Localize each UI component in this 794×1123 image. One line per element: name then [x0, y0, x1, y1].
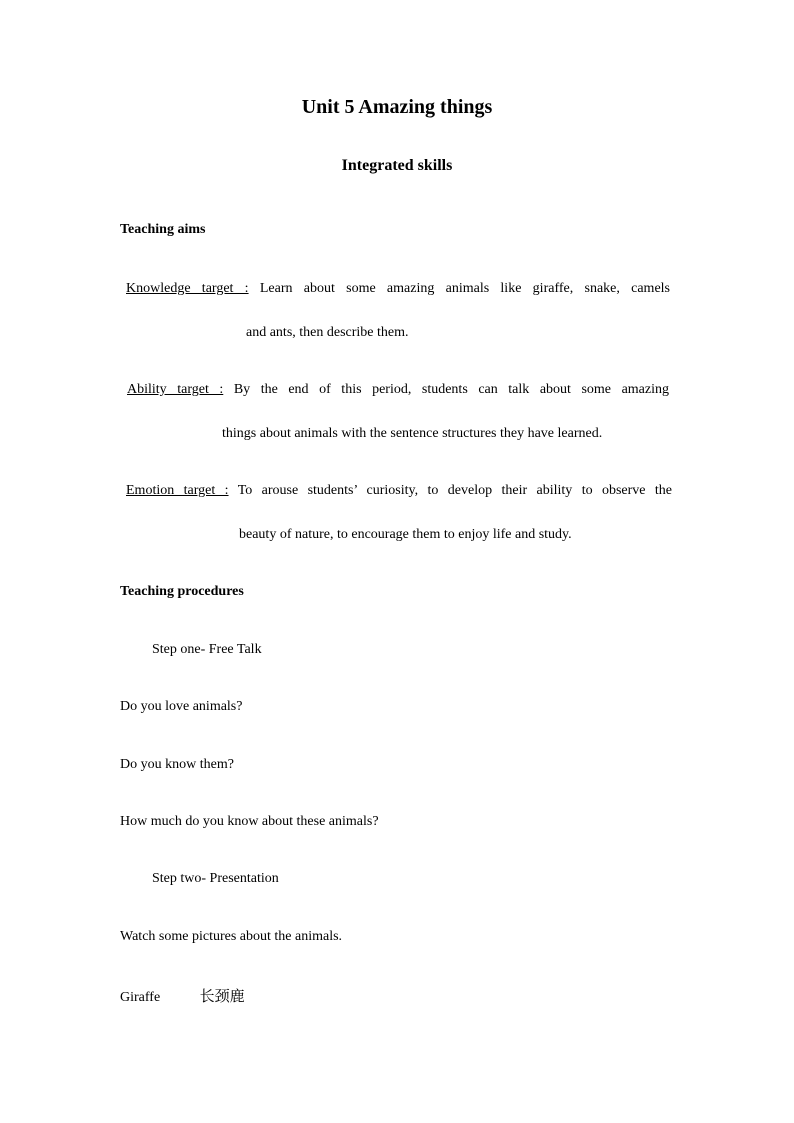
- emotion-target-text-2: beauty of nature, to encourage them to enjoy life and study.: [239, 527, 572, 542]
- teaching-procedures-heading: Teaching procedures: [120, 584, 244, 599]
- watch-pictures-line: Watch some pictures about the animals.: [120, 929, 343, 944]
- knowledge-target-text-2: and ants, then describe them.: [246, 325, 409, 340]
- emotion-target-text-1: To arouse students’ curiosity, to develop their ability to observe the: [237, 483, 673, 498]
- emotion-target-line1: [126, 482, 672, 500]
- knowledge-target-text-1: Learn about some amazing animals like giraffe, snake, camels: [259, 281, 670, 296]
- question-love-animals: Do you love animals?: [120, 699, 243, 714]
- vocab-english: Giraffe: [120, 990, 161, 1005]
- vocab-chinese: 长颈鹿: [199, 987, 245, 1005]
- document-title: Unit 5 Amazing things: [301, 96, 493, 118]
- question-how-much: How much do you know about these animals?: [120, 814, 379, 829]
- document-subtitle: Integrated skills: [341, 157, 453, 174]
- ability-target-text-2: things about animals with the sentence structures they have learned.: [222, 426, 603, 441]
- emotion-target-label: Emotion target :: [126, 483, 229, 498]
- step-one-heading: Step one- Free Talk: [152, 642, 262, 657]
- vocab-row-giraffe: [120, 985, 245, 1006]
- knowledge-target-label: Knowledge target :: [126, 281, 249, 296]
- ability-target-text-1: By the end of this period, students can talk about some amazing: [233, 382, 669, 397]
- teaching-aims-heading: Teaching aims: [120, 222, 206, 237]
- knowledge-target-line1: [126, 280, 670, 298]
- ability-target-line1: [127, 381, 669, 399]
- question-know-them: Do you know them?: [120, 757, 234, 772]
- ability-target-label: Ability target :: [127, 382, 224, 397]
- step-two-heading: Step two- Presentation: [152, 871, 279, 886]
